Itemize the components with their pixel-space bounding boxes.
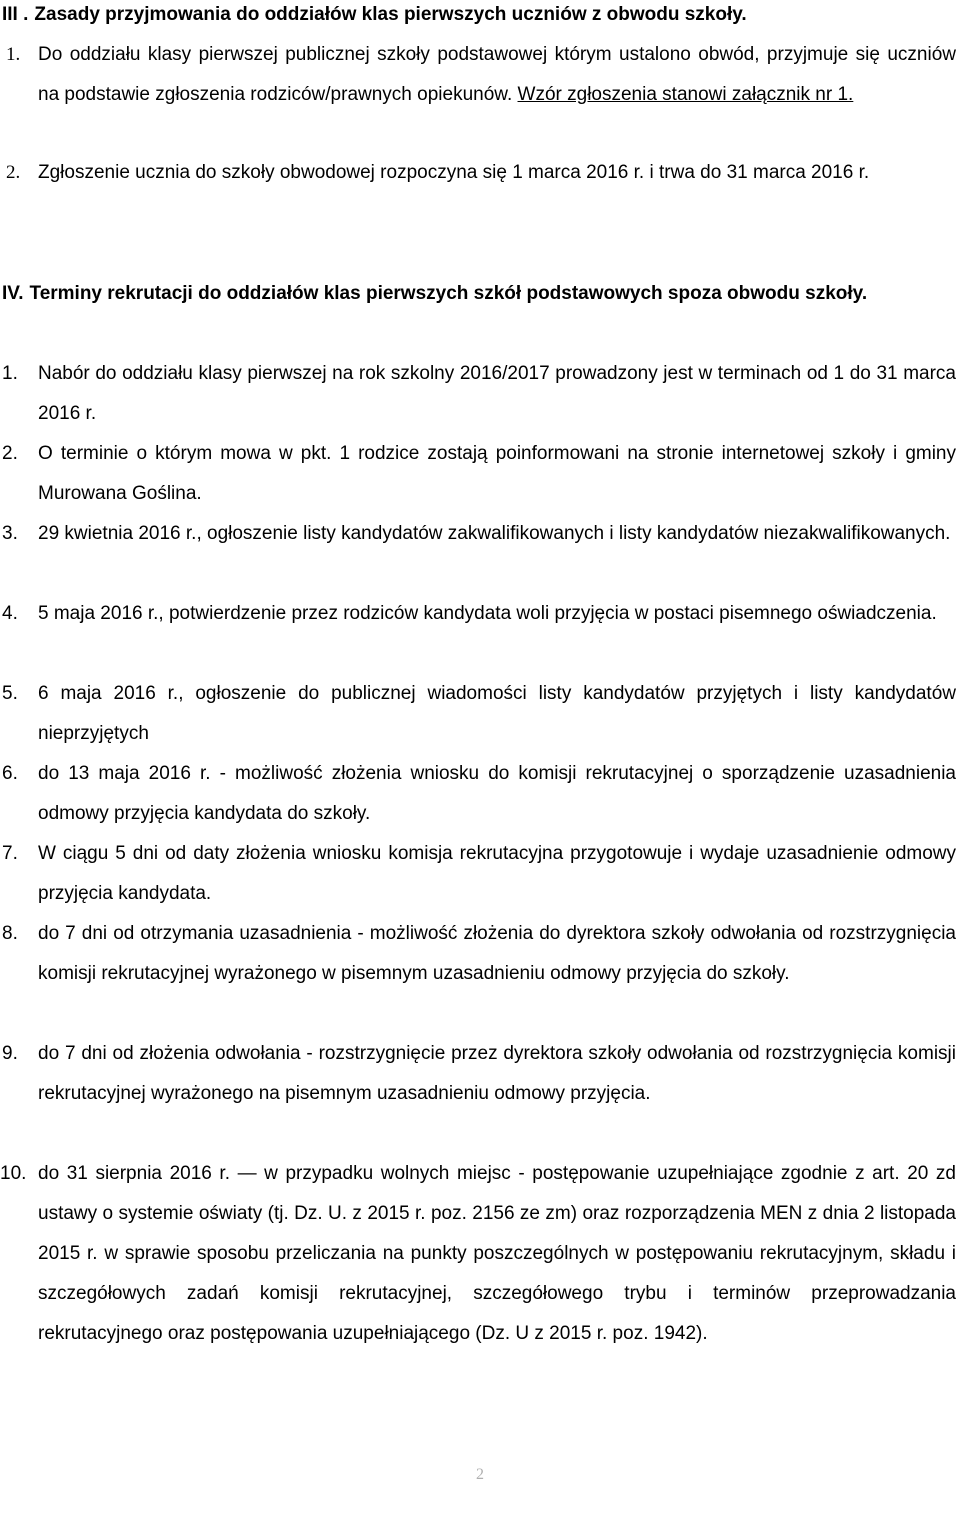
section-3-item-1 [0,35,956,115]
item-number: 5. [2,683,18,704]
section-4-item-4 [0,594,956,634]
item-number: 2. [2,443,18,464]
item-text: Nabór do oddziału klasy pierwszej na rok szkolny 2016/2017 prowadzony jest w terminach od 1 do 31 marca 2016 r. [38,363,956,424]
item-text: 29 kwietnia 2016 r., ogłoszenie listy kandydatów zakwalifikowanych i listy kandydatów niezakwalifikowanych. [38,523,951,544]
item-number: 3. [2,523,18,544]
section-4-item-6 [0,754,956,834]
item-text: Do oddziału klasy pierwszej publicznej szkoły podstawowej którym ustalono obwód, przyjmuje się uczniów na podstawie zgłoszenia rodziców/prawnych opiekunów. [38,44,956,105]
section-4-item-7 [0,834,956,914]
item-text: 6 maja 2016 r., ogłoszenie do publicznej wiadomości listy kandydatów przyjętych i listy kandydatów nieprzyjętych [38,683,956,744]
section-4-heading [2,274,956,314]
item-number: 9. [2,1043,18,1064]
section-4-item-10 [0,1154,956,1354]
item-text: Zgłoszenie ucznia do szkoły obwodowej rozpoczyna się 1 marca 2016 r. i trwa do 31 marca 2016 r. [38,162,870,183]
section-4-title: Terminy rekrutacji do oddziałów klas pierwszych szkół podstawowych spoza obwodu szkoły. [29,283,868,304]
item-number: 8. [2,923,18,944]
item-text: do 31 sierpnia 2016 r. — w przypadku wolnych miejsc - postępowanie uzupełniające zgodnie z art. 20 zd ustawy o systemie oświaty (tj. Dz. U. z 2015 r. poz. 2156 ze zm) oraz rozporządzenia MEN z dnia 2 listopada 2015 r. w sprawie sposobu przeliczania na punkty poszczególnych w postępowaniu rekrutacyjnym, składu i szczegółowych zadań komisji rekrutacyjnej, szczegółowego trybu i terminów przeprowadzania rekrutacyjnego oraz postępowania uzupełniającego (Dz. U z 2015 r. poz. 1942). [38,1163,956,1344]
section-4-item-9 [0,1034,956,1114]
item-number: 1. [6,44,21,65]
item-number: 2. [6,162,21,183]
item-number: 6. [2,763,18,784]
section-3-heading [2,0,956,35]
page-number: 2 [476,1466,484,1483]
item-number: 1. [2,363,18,384]
section-4-number: IV. [2,283,24,304]
section-3-number: III . [2,4,29,25]
section-4-item-5 [0,674,956,754]
section-4-item-2 [0,434,956,514]
item-number: 10. [0,1163,27,1184]
item-text: W ciągu 5 dni od daty złożenia wniosku komisja rekrutacyjna przygotowuje i wydaje uzasadnienie odmowy przyjęcia kandydata. [38,843,956,904]
item-text: do 13 maja 2016 r. - możliwość złożenia wniosku do komisji rekrutacyjnej o sporządzenie uzasadnienia odmowy przyjęcia kandydata do szkoły. [38,763,956,824]
section-4-item-3 [0,514,956,554]
section-3-title: Zasady przyjmowania do oddziałów klas pierwszych uczniów z obwodu szkoły. [34,4,747,25]
item-text: do 7 dni od otrzymania uzasadnienia - możliwość złożenia do dyrektora szkoły odwołania od rozstrzygnięcia komisji rekrutacyjnej wyrażonego w pisemnym uzasadnieniu odmowy przyjęcia do szkoły. [38,923,956,984]
attachment-link[interactable]: Wzór zgłoszenia stanowi załącznik nr 1. [517,84,854,105]
section-3-item-2 [0,153,956,193]
section-4-item-1 [0,354,956,434]
section-4-item-8 [0,914,956,994]
item-text: 5 maja 2016 r., potwierdzenie przez rodziców kandydata woli przyjęcia w postaci pisemnego oświadczenia. [38,603,937,624]
item-text: do 7 dni od złożenia odwołania - rozstrzygnięcie przez dyrektora szkoły odwołania od rozstrzygnięcia komisji rekrutacyjnej wyrażonego na pisemnym uzasadnieniu odmowy przyjęcia. [38,1043,956,1104]
item-number: 4. [2,603,18,624]
item-number: 7. [2,843,18,864]
item-text: O terminie o którym mowa w pkt. 1 rodzice zostają poinformowani na stronie internetowej szkoły i gminy Murowana Goślina. [38,443,956,504]
